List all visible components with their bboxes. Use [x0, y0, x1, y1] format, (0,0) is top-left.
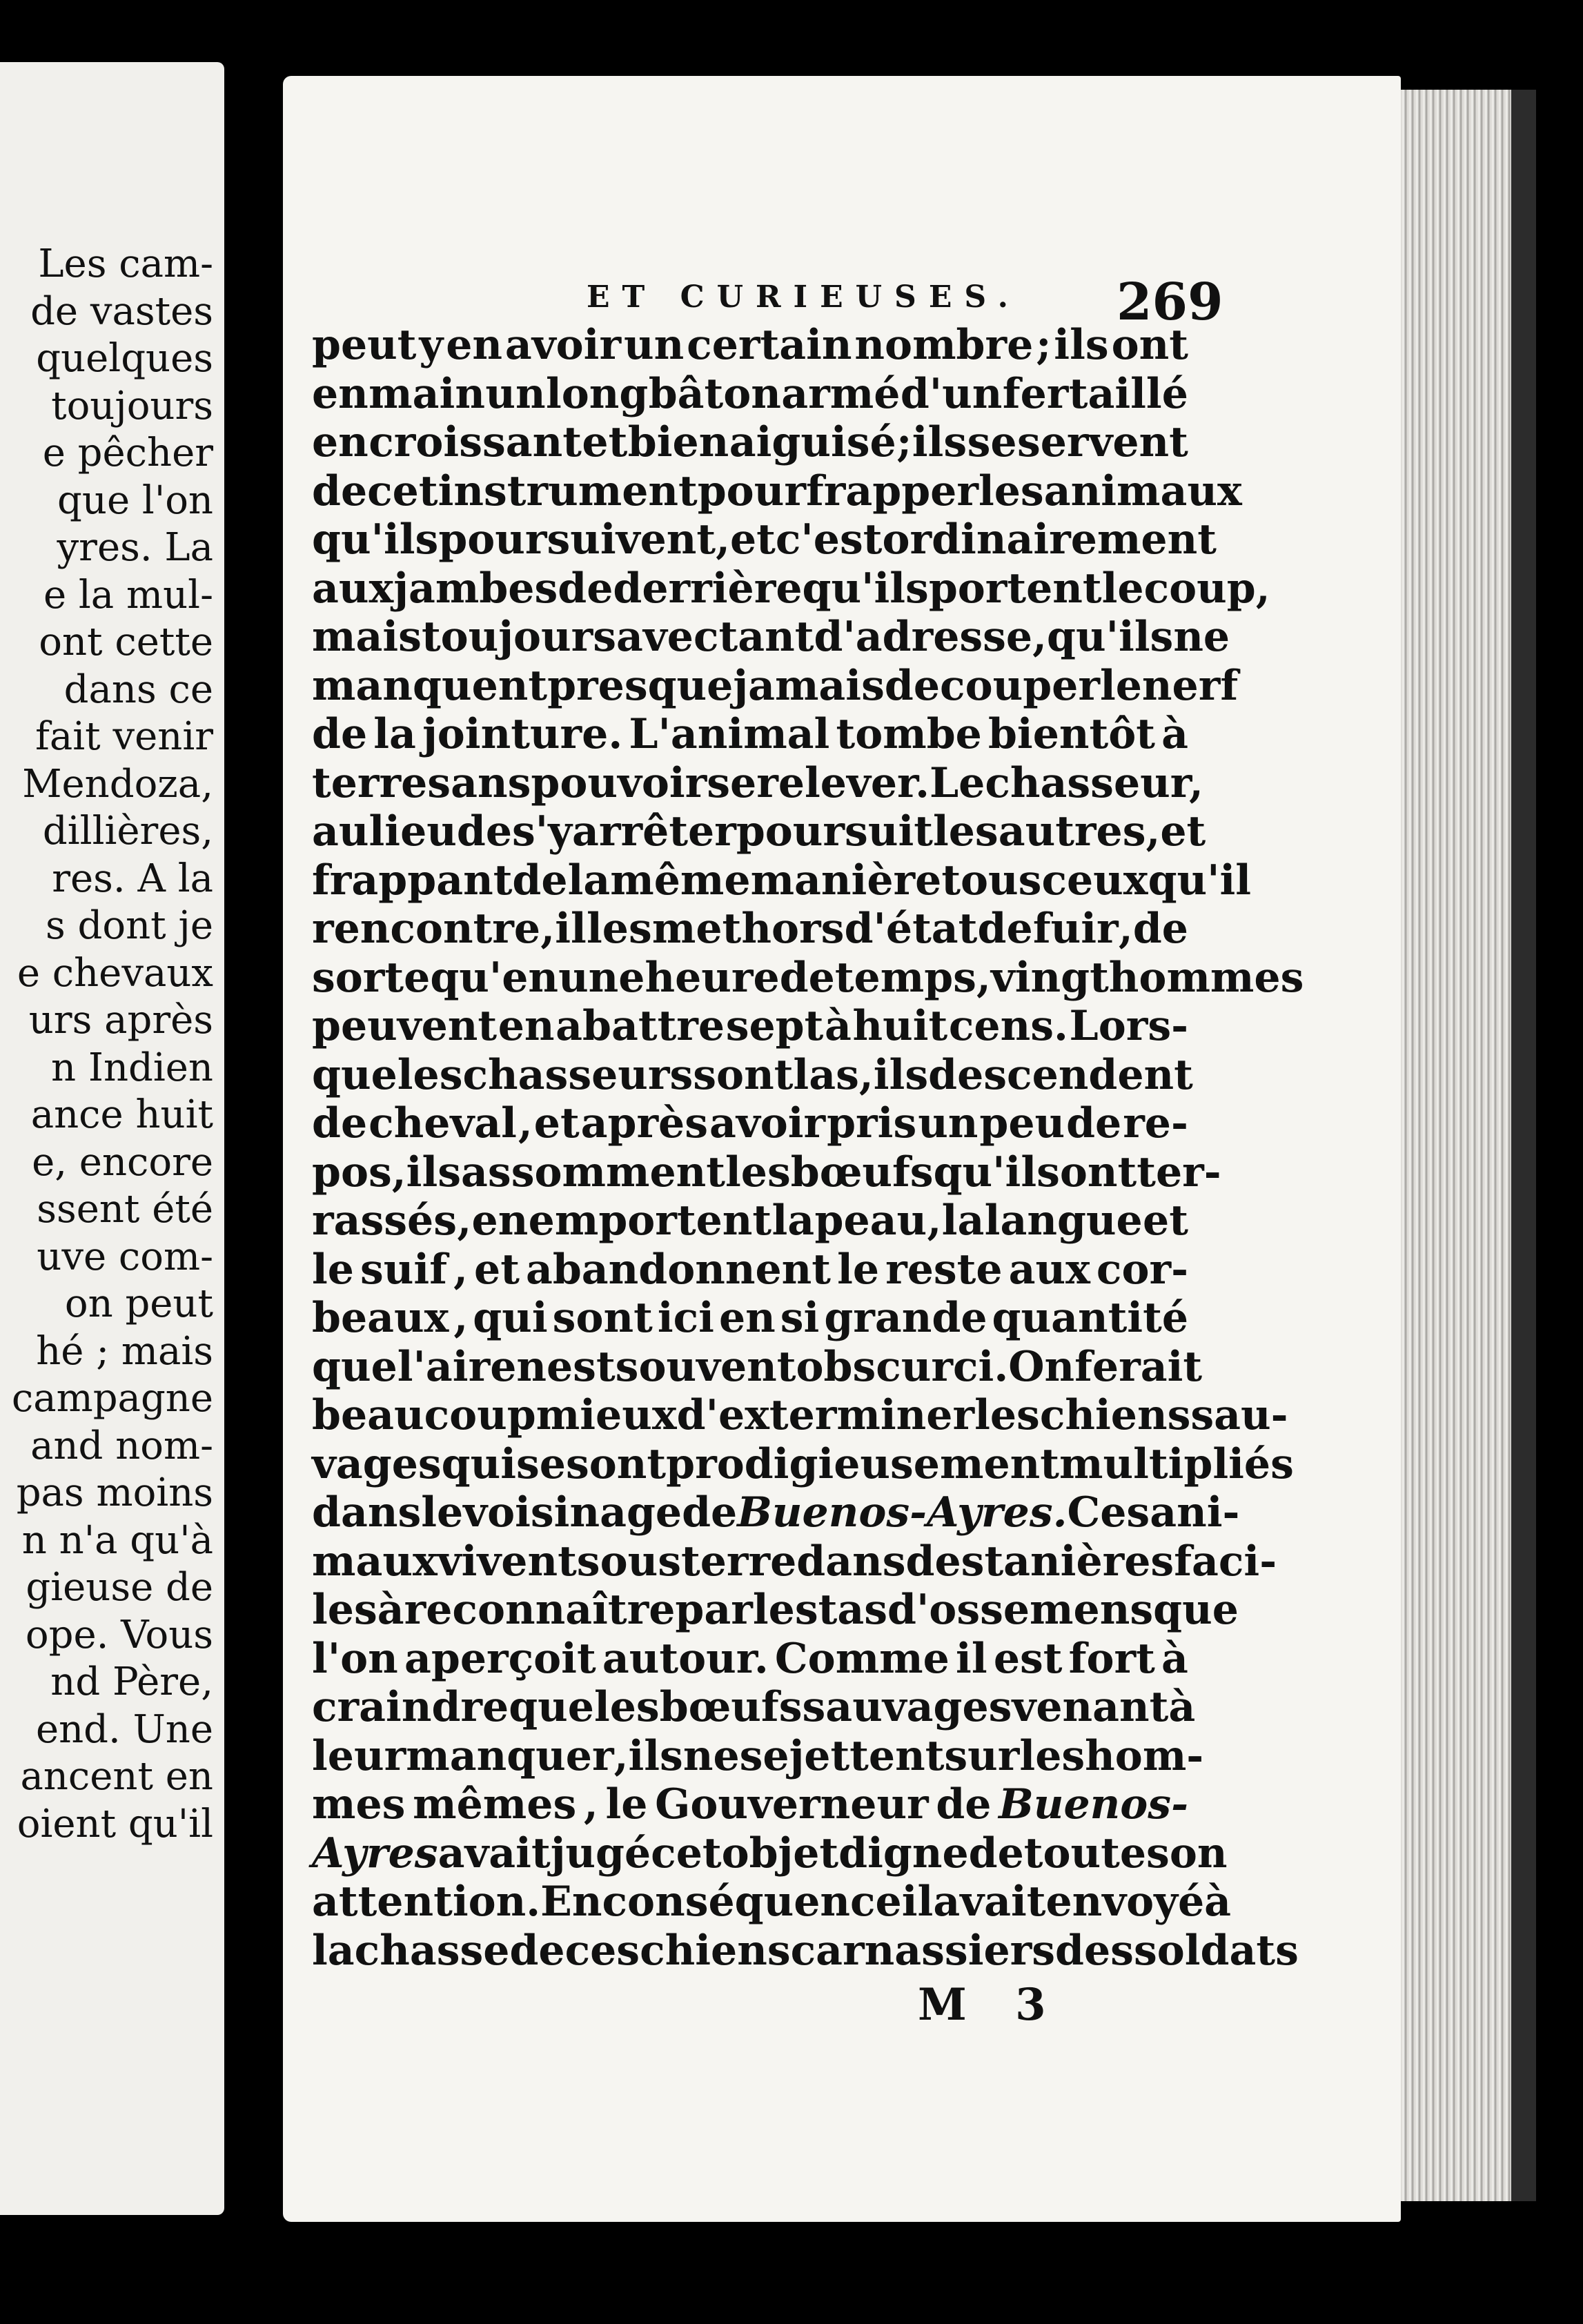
body-line: frappant de la même manière tous ceux qu'il [312, 856, 1252, 905]
body-line: pos , ils assomment les bœufs qu'ils ont ter- [312, 1148, 1221, 1197]
body-line: aux jambes de derrière qu'ils portent le coup , [312, 564, 1270, 613]
body-line: attention. En conséquence il avait envoyé à [312, 1878, 1232, 1926]
left-page-line: e, encore [32, 1139, 213, 1185]
left-page-line: yres. La [57, 525, 213, 570]
left-page-line: res. A la [52, 856, 213, 901]
left-page [0, 62, 224, 2215]
body-line: craindre que les bœufs sauvages venant à [312, 1683, 1196, 1731]
left-page-line: on peut [64, 1281, 213, 1326]
left-page-line: hé ; mais [36, 1328, 213, 1374]
body-line: en main un long bâton armé d'un fer taillé [312, 369, 1188, 418]
body-line: beaucoup mieux d'exterminer les chiens sau- [312, 1391, 1288, 1439]
body-line: maux vivent sous terre dans des tanières faci- [312, 1537, 1277, 1586]
body-line: peuvent en abattre sept à huit cens. Lors- [312, 1002, 1188, 1050]
left-page-line: ope. Vous [25, 1612, 213, 1657]
body-line: peut y en avoir un certain nombre ; ils ont [312, 321, 1188, 369]
left-page-line: n n'a qu'à [21, 1517, 213, 1563]
left-page-line: nd Père, [50, 1660, 213, 1704]
left-page-line: e chevaux [17, 950, 213, 996]
page-number: 269 [1117, 273, 1223, 332]
left-page-line: s dont je [46, 903, 213, 948]
left-page-line: oient qu'il [17, 1801, 213, 1847]
body-line: dans le voisinage de Buenos-Ayres. Ces ani- [312, 1488, 1240, 1537]
left-page-line: de vastes [30, 288, 213, 334]
body-line: terre sans pouvoir se relever. Le chasseur, [312, 758, 1203, 807]
left-page-line: ance huit [30, 1092, 213, 1137]
left-page-line: que l'on [57, 477, 213, 523]
left-page-line: ssent été [37, 1187, 213, 1232]
running-head: ET CURIEUSES. [587, 279, 1021, 315]
left-page-line: e pêcher [42, 431, 213, 475]
body-line: l'on aperçoit autour. Comme il est fort à [312, 1634, 1188, 1683]
book-gutter [228, 62, 283, 2215]
body-line: sorte qu'en une heure de temps , vingt hommes [312, 953, 1304, 1002]
body-line: en croissant et bien aiguisé ; ils se servent [312, 418, 1188, 466]
left-page-line: uve com- [37, 1234, 213, 1279]
body-line: au lieu de s'y arrêter poursuit les autres , et [312, 807, 1206, 856]
left-page-line: dillières, [42, 809, 213, 854]
body-line: mais toujours avec tant d'adresse , qu'ils ne [312, 613, 1230, 661]
left-page-line: toujours [51, 383, 213, 429]
body-line: les à reconnaître par les tas d'ossemens que [312, 1586, 1239, 1634]
left-page-line: e la mul- [43, 572, 213, 618]
body-line: leur manquer , ils ne se jettent sur les hom- [312, 1731, 1204, 1780]
body-line: Ayres avait jugé cet objet digne de toute son [312, 1829, 1228, 1878]
left-page-line: Les cam- [38, 242, 213, 286]
body-line: qu'ils poursuivent , et c'est ordinairement [312, 515, 1217, 564]
page-edges [1380, 90, 1532, 2201]
body-line: de la jointure. L'animal tombe bientôt à [312, 710, 1188, 758]
body-line: la chasse de ces chiens carnassiers des soldats [312, 1926, 1299, 1975]
left-page-line: dans ce [63, 667, 213, 712]
body-line: vages qui se sont prodigieusement multipliés [312, 1439, 1294, 1488]
body-line: le suif , et abandonnent le reste aux cor- [312, 1245, 1188, 1294]
left-page-line: n Indien [50, 1045, 213, 1090]
body-line: mes mêmes , le Gouverneur de Buenos- [312, 1780, 1188, 1829]
body-line: beaux , qui sont ici en si grande quantité [312, 1294, 1188, 1342]
body-line: rassés , en emportent la peau , la langue et [312, 1197, 1188, 1245]
left-page-line: end. Une [35, 1706, 213, 1752]
body-line: de cheval , et après avoir pris un peu de re- [312, 1099, 1188, 1148]
left-page-line: fait venir [35, 714, 213, 759]
body-line: manquent presque jamais de couper le nerf [312, 661, 1239, 710]
left-page-line: urs après [28, 998, 213, 1043]
signature-mark: M 3 [918, 1979, 1063, 2031]
left-page-line: quelques [36, 336, 213, 381]
left-page-line: campagne [11, 1376, 213, 1421]
left-page-line: ancent en [20, 1754, 213, 1799]
left-page-line: gieuse de [26, 1565, 213, 1610]
left-page-line: and nom- [30, 1423, 213, 1468]
left-page-line: Mendoza, [22, 761, 213, 807]
body-line: que l'air en est souvent obscurci. On ferait [312, 1342, 1203, 1391]
page-edges-shadow [1511, 90, 1536, 2201]
left-page-line: pas moins [16, 1470, 213, 1515]
body-line: que les chasseurs sont las , ils descendent [312, 1050, 1193, 1099]
body-line: rencontre , il les met hors d'état de fuir , de [312, 905, 1188, 953]
left-page-line: ont cette [39, 620, 213, 664]
body-line: de cet instrument pour frapper les animaux [312, 466, 1242, 515]
